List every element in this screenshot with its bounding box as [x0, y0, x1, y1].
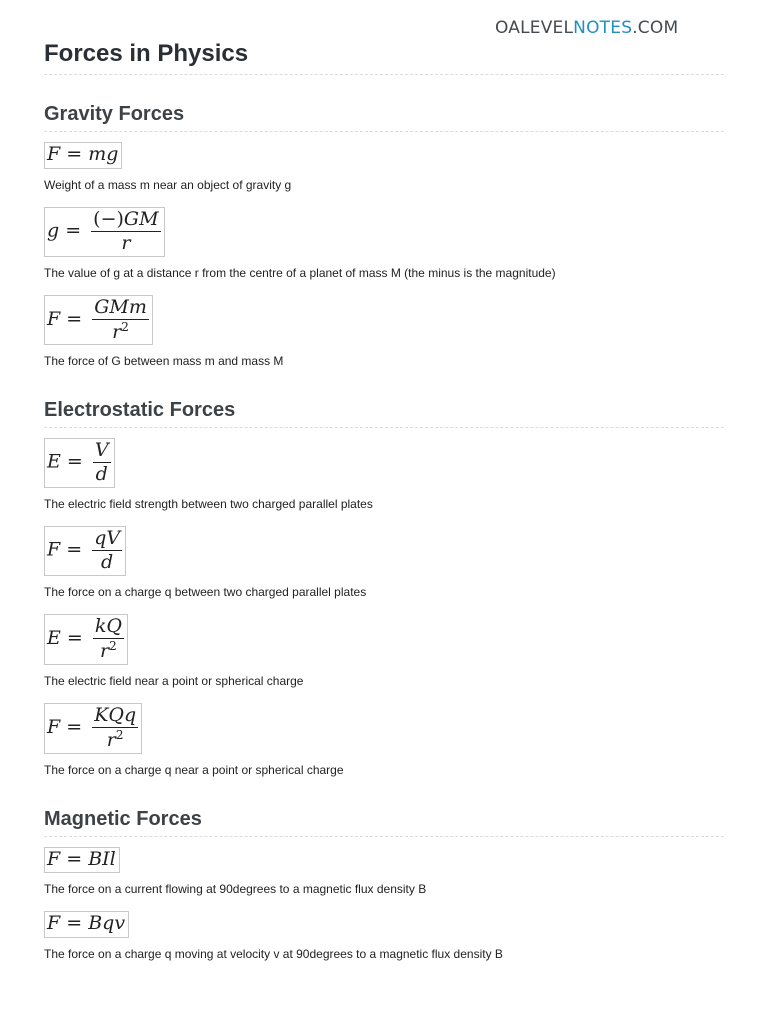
formula-description: The force on a charge q between two charged parallel plates [44, 584, 367, 599]
formula-box: g = $\frac{(-)GM}{r}$ [44, 207, 165, 257]
formula-item [44, 614, 724, 689]
section-gravity [44, 103, 724, 369]
formula-item [44, 911, 724, 962]
logo-text-part2: NOTES [573, 18, 633, 38]
logo-text-part1: OALEVEL [495, 18, 574, 38]
formula-box: F = $\frac{\text{GMm}}{r^2}$ [44, 295, 153, 346]
formula-item [44, 526, 724, 600]
formula-description: The force on a charge q near a point or spherical charge [44, 762, 344, 777]
formula-box: F = $\frac{\text{KQq}}{r^2}$ [44, 703, 142, 754]
logo-text-part3: .COM [632, 18, 679, 38]
formula-item [44, 207, 724, 281]
document-body [44, 40, 724, 962]
formula-description: The force of G between mass m and mass M [44, 354, 284, 369]
formula-box: F = $\frac{qV}{d}$ [44, 526, 126, 576]
formula-description: The force on a current flowing at 90degrees to a magnetic flux density B [44, 882, 427, 897]
formula-description: Weight of a mass m near an object of gravity g [44, 177, 292, 192]
formula-description: The electric field near a point or spherical charge [44, 673, 304, 688]
formula-item [44, 438, 724, 512]
section-electrostatic [44, 399, 724, 777]
formula-box: F = BIl [44, 847, 120, 874]
site-logo[interactable] [495, 18, 678, 38]
formula-item [44, 847, 724, 898]
formula-item [44, 703, 724, 778]
formula-item [44, 142, 724, 193]
section-heading: Gravity Forces [44, 103, 724, 132]
page-title: Forces in Physics [44, 40, 724, 75]
formula-description: The electric field strength between two charged parallel plates [44, 497, 373, 512]
formula-description: The value of g at a distance r from the centre of a planet of mass M (the minus is the magnitude) [44, 265, 556, 280]
section-heading: Magnetic Forces [44, 808, 724, 837]
formula-item [44, 295, 724, 370]
formula-box: E = $\frac{V}{d}$ [44, 438, 115, 488]
section-magnetic [44, 808, 724, 963]
formula-description: The force on a charge q moving at velocity v at 90degrees to a magnetic flux density B [44, 947, 503, 962]
formula-box: F = mg [44, 142, 122, 169]
formula-box: E = $\frac{kQ}{r^2}$ [44, 614, 128, 665]
formula-box: F = Bqv [44, 911, 129, 938]
section-heading: Electrostatic Forces [44, 399, 724, 428]
